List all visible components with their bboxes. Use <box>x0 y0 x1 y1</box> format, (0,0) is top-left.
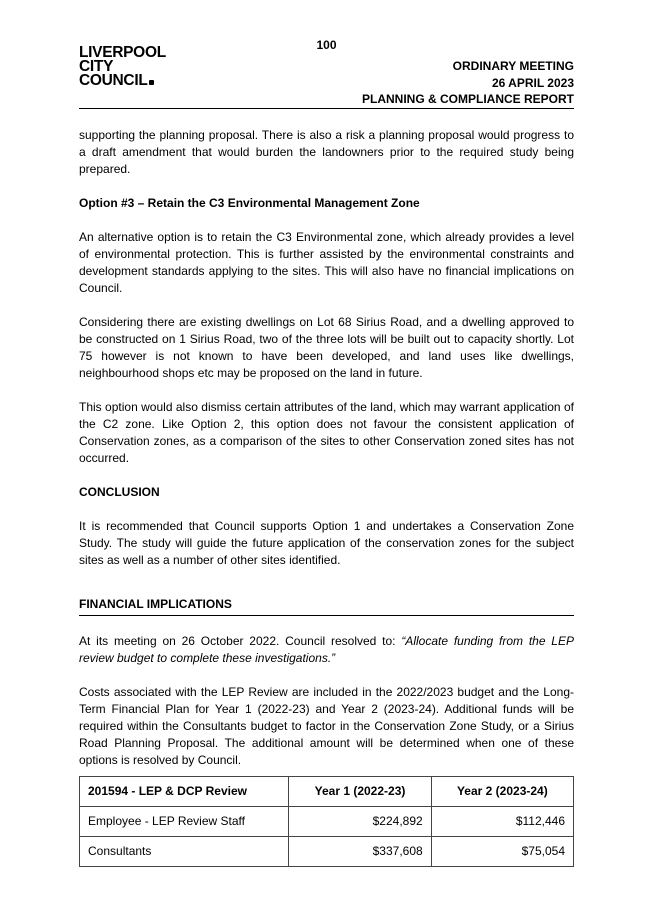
logo-line: LIVERPOOL <box>79 44 166 61</box>
paragraph: supporting the planning proposal. There is also a risk a planning proposal would progress to a draft amendment that would burden the landowners prior to the required study being prepared. <box>79 128 574 176</box>
paragraph <box>79 633 574 667</box>
council-logo <box>79 46 166 88</box>
logo-dot-icon <box>149 80 154 85</box>
table-cell: $224,892 <box>289 807 431 837</box>
paragraph: Considering there are existing dwellings on Lot 68 Sirius Road, and a dwelling approved to be constructed on 1 Sirius Road, two of the three lots will be built out to capacity shortly. Lot 75 however is not known to have been developed, and land uses like dwellings, neighbourhood shops etc may be proposed on the land in future. <box>79 315 574 380</box>
table-cell: $112,446 <box>431 807 573 837</box>
table-row <box>80 807 574 837</box>
table-cell: Consultants <box>80 837 289 867</box>
column-header: Year 2 (2023-24) <box>431 777 573 807</box>
report-body <box>79 127 574 867</box>
resolution-intro: At its meeting on 26 October 2022. Council resolved to: <box>79 634 402 648</box>
conclusion-heading: CONCLUSION <box>79 485 160 499</box>
paragraph: This option would also dismiss certain attributes of the land, which may warrant application of the C2 zone. Like Option 2, this option does not favour the consistent application of Conservation zones, as a comparison of the sites to other Conservation zoned sites has not occurred. <box>79 400 574 465</box>
meeting-date: 26 APRIL 2023 <box>491 75 574 90</box>
table-row <box>80 837 574 867</box>
table-cell: Employee - LEP Review Staff <box>80 807 289 837</box>
header-divider <box>79 108 574 109</box>
table-header-row <box>80 777 574 807</box>
paragraph: An alternative option is to retain the C3 Environmental zone, which already provides a level of environmental protection. This is further assisted by the environmental constraints and development standards applying to the sites. This will also have no financial implications on Council. <box>79 230 574 295</box>
logo-line-last <box>79 74 166 88</box>
logo-line: COUNCIL <box>79 72 148 89</box>
budget-table <box>79 776 574 867</box>
paragraph: Costs associated with the LEP Review are included in the 2022/2023 budget and the Long-Term Financial Plan for Year 1 (2022-23) and Year 2 (2023-24). Additional funds will be required within the Consultants budget to factor in the Conservation Zone Study, or a Sirius Road Planning Proposal. The additional amount will be determined when one of these options is resolved by Council. <box>79 685 574 767</box>
report-title: PLANNING & COMPLIANCE REPORT <box>361 92 574 106</box>
logo-line: CITY <box>79 58 114 75</box>
meeting-title: ORDINARY MEETING <box>452 59 574 73</box>
table-cell: $337,608 <box>289 837 431 867</box>
column-header: Year 1 (2022-23) <box>289 777 431 807</box>
meeting-header <box>362 58 574 108</box>
financial-heading: FINANCIAL IMPLICATIONS <box>79 596 574 616</box>
option3-heading: Option #3 – Retain the C3 Environmental Management Zone <box>79 196 420 210</box>
table-cell: $75,054 <box>431 837 573 867</box>
paragraph: It is recommended that Council supports Option 1 and undertakes a Conservation Zone Study. The study will guide the future application of the conservation zones for the subject sites as well as a number of other sites identified. <box>79 519 574 567</box>
resolution-quote: “Allocate funding from the LEP review budget to complete these investigations.” <box>79 634 574 665</box>
column-header: 201594 - LEP & DCP Review <box>80 777 289 807</box>
page-number: 100 <box>316 38 337 52</box>
